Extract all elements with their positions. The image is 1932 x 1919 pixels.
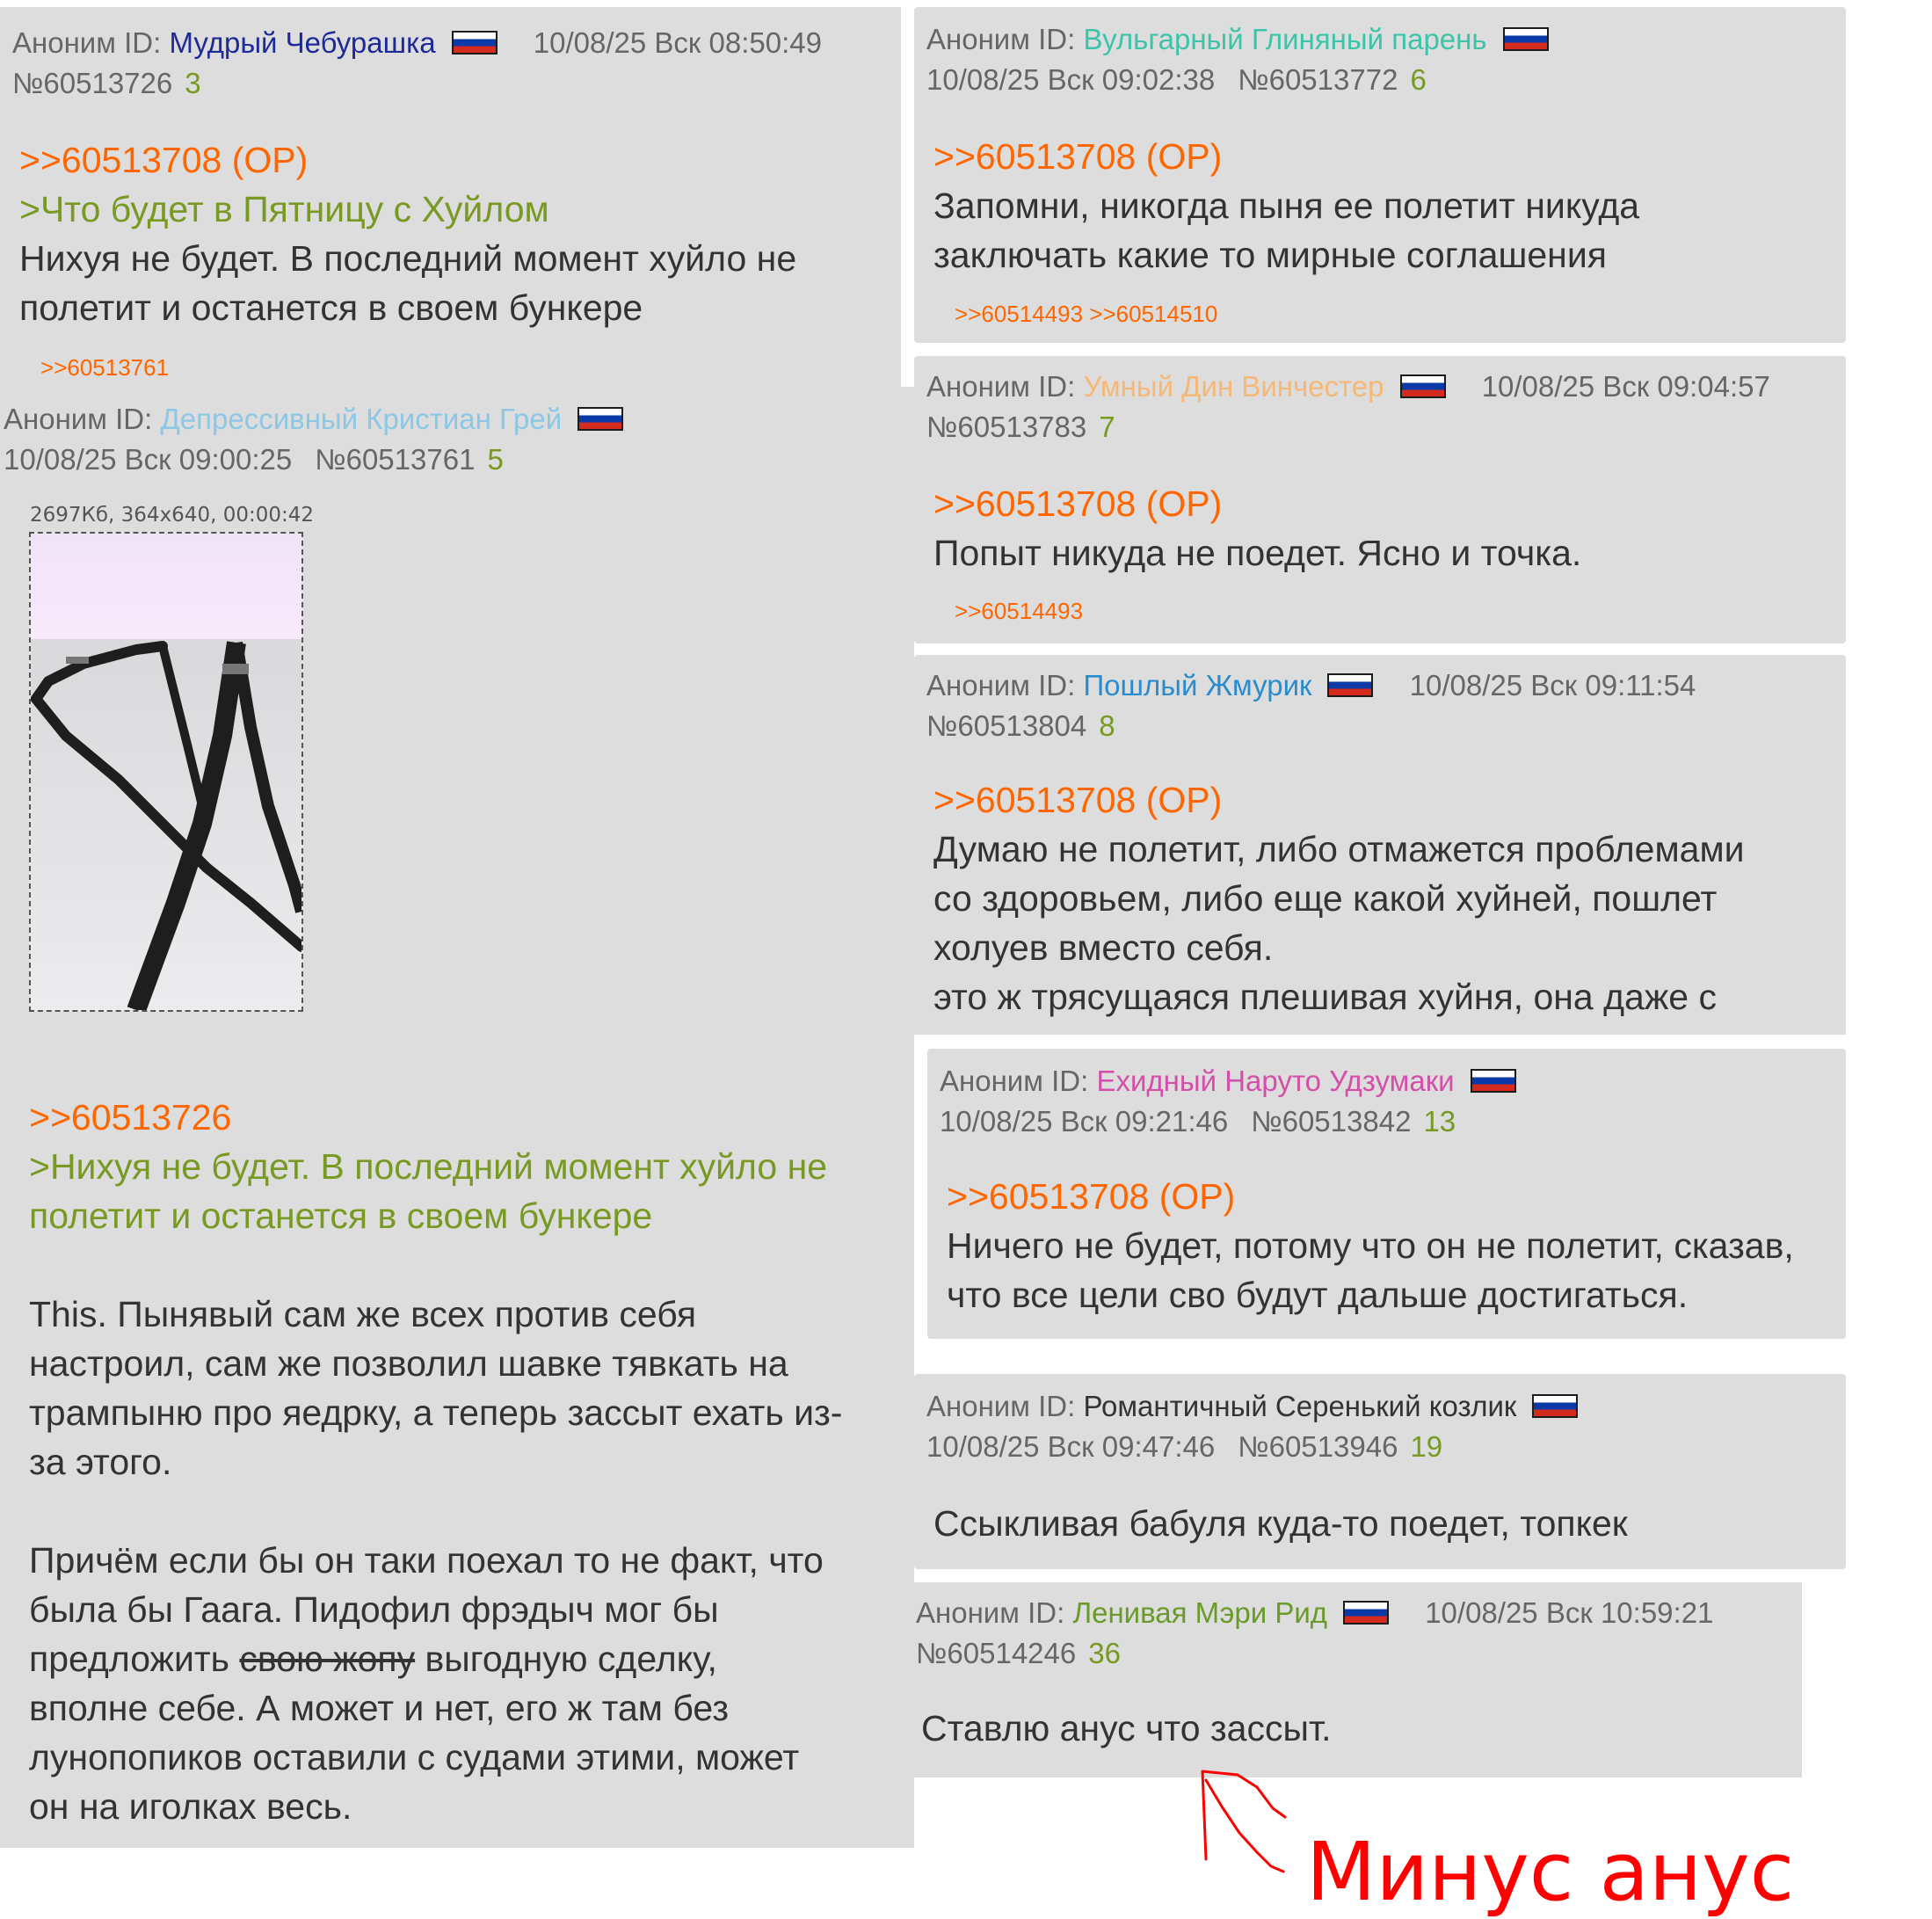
post-date: 10/08/25 Вск 09:21:46 [940, 1105, 1229, 1138]
video-thumbnail[interactable] [29, 532, 303, 1012]
russia-flag-icon [577, 407, 623, 431]
strikethrough-text: свою жопу [239, 1639, 416, 1679]
post-text-line: лунопопиков оставили с судами этими, может [29, 1737, 800, 1777]
post-60513783 [914, 356, 1846, 643]
replies-list[interactable] [955, 299, 1217, 329]
post-text-line: это ж трясущаяся плешивая хуйня, она даже с [933, 977, 1717, 1017]
post-index: 19 [1410, 1430, 1443, 1463]
post-text-line: Ничего не будет, потому что он не полетит, сказав, [947, 1225, 1794, 1266]
post-text-line: вполне себе. А может и нет, его ж там без [29, 1688, 730, 1728]
reply-ref[interactable]: >>60514493 >>60514510 [955, 301, 1218, 327]
post-text-line: холуев вместо себя. [933, 927, 1274, 968]
greentext-quote: >Что будет в Пятницу с Хуйлом [19, 189, 549, 229]
post-text-line: Думаю не полетит, либо отмажется проблемами [933, 829, 1745, 869]
post-index: 8 [1099, 709, 1115, 742]
post-index: 36 [1088, 1637, 1121, 1669]
russia-flag-icon [452, 31, 498, 55]
post-index: 3 [185, 67, 201, 99]
post-60513946 [914, 1374, 1846, 1569]
road-fork-image [31, 534, 301, 1010]
reply-ref[interactable]: >>60514493 [955, 598, 1084, 624]
anon-label: Аноним ID: [926, 23, 1076, 55]
anon-label: Аноним ID: [940, 1065, 1089, 1097]
post-body [29, 1093, 899, 1831]
russia-flag-icon [1327, 673, 1373, 697]
post-number[interactable]: №60513783 [926, 411, 1087, 443]
reply-link[interactable]: >>60513726 [29, 1097, 232, 1138]
reply-link[interactable]: >>60513708 (OP) [19, 140, 309, 180]
post-text-line: Попыт никуда не поедет. Ясно и точка. [933, 533, 1582, 573]
post-body [19, 135, 881, 332]
post-date: 10/08/25 Вск 09:00:25 [4, 443, 293, 476]
post-number[interactable]: №60514246 [916, 1637, 1077, 1669]
post-text-line: полетит и останется в своем бункере [19, 287, 643, 328]
post-text-line: Причём если бы он таки поехал то не факт, что [29, 1540, 824, 1581]
post-header [12, 23, 822, 63]
post-date: 10/08/25 Вск 09:47:46 [926, 1430, 1216, 1463]
post-text-line: Ставлю анус что зассыт. [921, 1708, 1332, 1748]
russia-flag-icon [1532, 1394, 1578, 1418]
anon-label: Аноним ID: [926, 669, 1076, 701]
post-number[interactable]: №60513804 [926, 709, 1087, 742]
post-number[interactable]: №60513772 [1238, 63, 1398, 96]
anon-label: Аноним ID: [926, 370, 1076, 403]
poster-name[interactable]: Ленивая Мэри Рид [1072, 1596, 1328, 1629]
post-number[interactable]: №60513946 [1238, 1430, 1398, 1463]
russia-flag-icon [1400, 374, 1446, 398]
reply-link[interactable]: >>60513708 (OP) [933, 136, 1223, 177]
reply-link[interactable]: >>60513708 (OP) [933, 483, 1223, 524]
overlay-caption: Минус анус [1306, 1825, 1795, 1919]
poster-name[interactable]: Умный Дин Винчестер [1083, 370, 1384, 403]
post-number[interactable]: №60513761 [315, 443, 476, 476]
replies-list[interactable] [955, 596, 1083, 626]
post-date: 10/08/25 Вск 09:11:54 [1409, 669, 1696, 701]
post-60513804 [914, 655, 1846, 1035]
post-number[interactable]: №60513726 [12, 67, 173, 99]
post-text-line: он на иголках весь. [29, 1786, 352, 1827]
post-index: 13 [1423, 1105, 1456, 1138]
replies-list[interactable] [40, 353, 169, 382]
post-text-line: трампыню про яедрку, а теперь зассыт ехать из- [29, 1392, 843, 1433]
reply-link[interactable]: >>60513708 (OP) [947, 1176, 1236, 1217]
post-text-line: за этого. [29, 1442, 172, 1482]
post-60514246 [914, 1582, 1802, 1777]
post-text-line: что все цели сво будут дальше достигаться. [947, 1275, 1689, 1315]
post-60513772 [914, 7, 1846, 343]
post-text-line: настроил, сам же позволил шавке тявкать на [29, 1343, 788, 1384]
anon-label: Аноним ID: [916, 1596, 1065, 1629]
poster-name[interactable]: Пошлый Жмурик [1083, 669, 1312, 701]
post-text-line: предложить свою жопу выгодную сделку, [29, 1639, 717, 1679]
poster-name[interactable]: Романтичный Серенький козлик [1083, 1390, 1517, 1422]
anon-label: Аноним ID: [926, 1390, 1076, 1422]
post-60513761 [0, 387, 914, 1848]
poster-name[interactable]: Депрессивный Кристиан Грей [160, 403, 563, 435]
russia-flag-icon [1503, 27, 1549, 51]
post-text-line: заключать какие то мирные соглашения [933, 235, 1607, 275]
reply-ref[interactable]: >>60513761 [40, 354, 170, 381]
greentext-quote: >Нихуя не будет. В последний момент хуйло не [29, 1146, 828, 1187]
poster-name[interactable]: Вульгарный Глиняный парень [1083, 23, 1487, 55]
post-index: 6 [1410, 63, 1427, 96]
post-text-line: Нихуя не будет. В последний момент хуйло не [19, 238, 797, 279]
poster-name[interactable]: Ехидный Наруто Удзумаки [1096, 1065, 1455, 1097]
anon-label: Аноним ID: [4, 403, 153, 435]
post-text-line: была бы Гаага. Пидофил фрэдыч мог бы [29, 1589, 719, 1630]
russia-flag-icon [1343, 1601, 1389, 1625]
post-date: 10/08/25 Вск 09:04:57 [1481, 370, 1770, 403]
post-text-line: со здоровьем, либо еще какой хуйней, пошлет [933, 878, 1718, 919]
post-index: 5 [487, 443, 504, 476]
russia-flag-icon [1471, 1069, 1516, 1093]
post-index: 7 [1099, 411, 1115, 443]
greentext-quote: полетит и останется в своем бункере [29, 1196, 653, 1236]
post-date: 10/08/25 Вск 10:59:21 [1425, 1596, 1714, 1629]
post-60513842 [927, 1049, 1846, 1339]
post-date: 10/08/25 Вск 08:50:49 [533, 26, 822, 59]
post-text-line: This. Пынявый сам же всех против себя [29, 1294, 697, 1334]
post-number[interactable]: №60513842 [1251, 1105, 1412, 1138]
file-info[interactable]: 2697Кб, 364x640, 00:00:42 [30, 504, 314, 527]
poster-name[interactable]: Мудрый Чебурашка [169, 26, 436, 59]
post-text-line: Запомни, никогда пыня ее полетит никуда [933, 185, 1640, 226]
reply-link[interactable]: >>60513708 (OP) [933, 780, 1223, 820]
anon-label: Аноним ID: [12, 26, 162, 59]
post-date: 10/08/25 Вск 09:02:38 [926, 63, 1216, 96]
post-text-line: Ссыкливая бабуля куда-то поедет, топкек [933, 1503, 1628, 1544]
